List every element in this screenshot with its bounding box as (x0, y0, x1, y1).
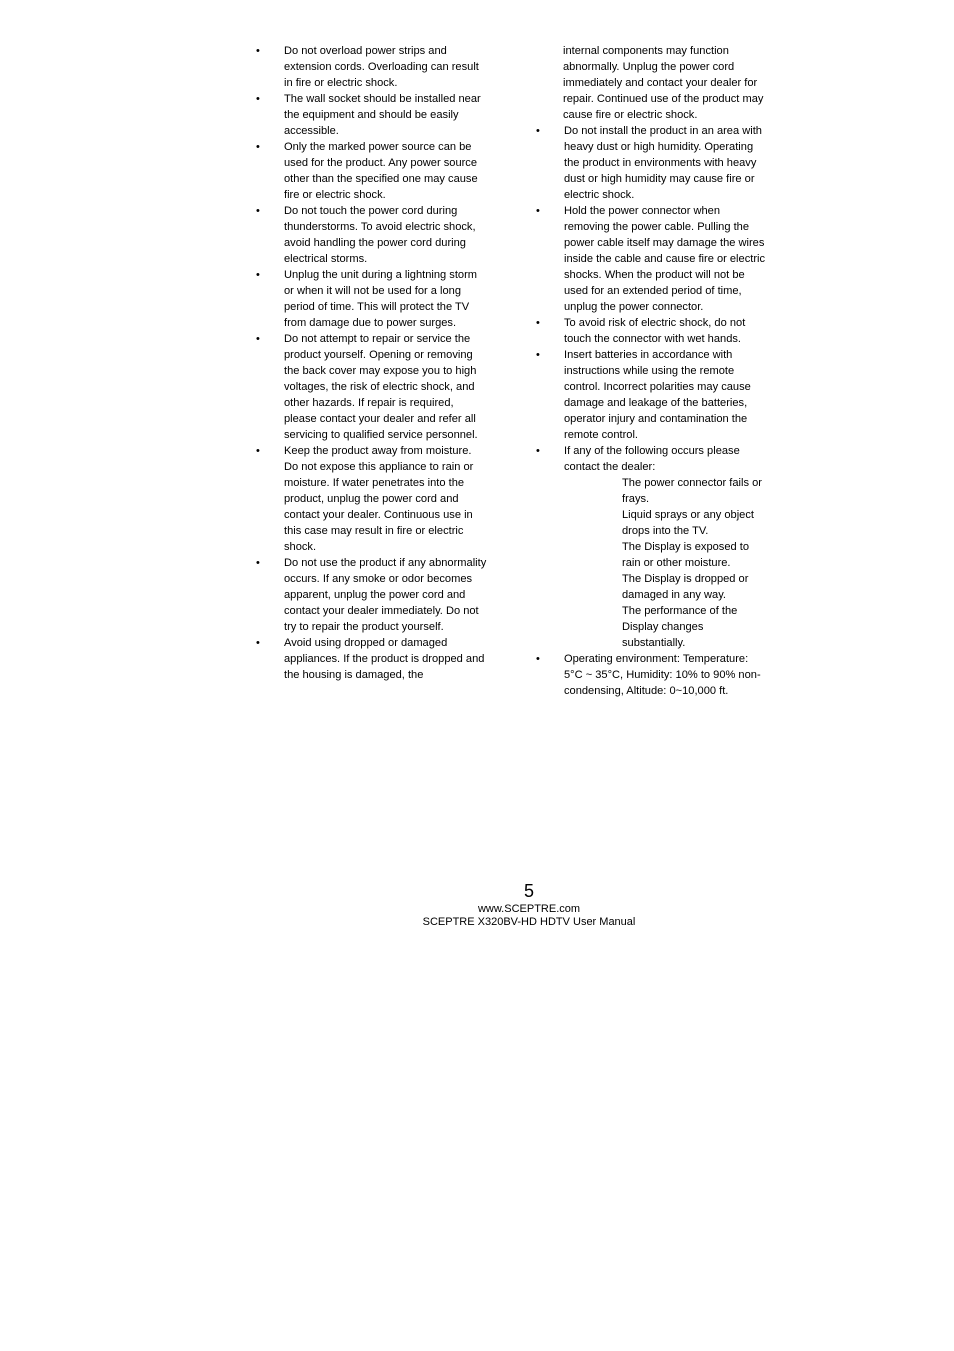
website-url: www.SCEPTRE.com (477, 903, 581, 915)
list-item-text: Unplug the unit during a lightning storm or when it will not be used for a long period of time. This will protect the TV from damage due to power surges. (284, 269, 478, 329)
bullet-icon: • (256, 333, 260, 345)
list-item (256, 43, 488, 91)
list-item-text: To avoid risk of electric shock, do not touch the connector with wet hands. (564, 317, 746, 345)
list-item (536, 123, 766, 203)
bullet-icon: • (256, 141, 260, 153)
bullet-icon: • (536, 349, 540, 361)
list-item (536, 347, 766, 443)
bullet-icon: • (256, 557, 260, 569)
list-item (256, 91, 488, 139)
dealer-conditions-list (564, 475, 766, 651)
sub-list-item: The Display is exposed to rain or other moisture. (622, 541, 750, 569)
list-item (256, 555, 488, 635)
list-item (256, 331, 488, 443)
left-column (256, 43, 488, 683)
safety-list-right (536, 43, 766, 699)
list-item-text: Avoid using dropped or damaged appliances. If the product is dropped and the housing is damaged, the (284, 637, 485, 681)
list-item-text: Only the marked power source can be used for the product. Any power source other than the specified one may cause fire or electric shock. (284, 141, 478, 201)
bullet-icon: • (536, 445, 540, 457)
list-item-text: internal components may function abnormally. Unplug the power cord immediately and contact your dealer for repair. Continued use of the product may cause fire or electric shock. (563, 45, 764, 121)
safety-list-left (256, 43, 488, 683)
right-column (536, 43, 766, 699)
sub-list-item: The Display is dropped or damaged in any way. (622, 573, 749, 601)
list-item-text: Keep the product away from moisture. Do not expose this appliance to rain or moisture. If water penetrates into the product, unplug the power cord and contact your dealer. Continuous use in this case may result in fire or electric shock. (284, 445, 474, 553)
list-item (256, 635, 488, 683)
list-item-text: Operating environment: Temperature: 5°C ~ 35°C, Humidity: 10% to 90% non-condensing, Altitude: 0~10,000 ft. (564, 653, 761, 697)
list-item (536, 443, 766, 651)
list-item (536, 651, 766, 699)
list-item-text: Insert batteries in accordance with instructions while using the remote control. Incorrect polarities may cause damage and leakage of the batteries, operator injury and contamination the remote control. (564, 349, 751, 441)
sub-list-item: The power connector fails or frays. (622, 477, 762, 505)
list-item-text: Do not touch the power cord during thunderstorms. To avoid electric shock, avoid handling the power cord during electrical storms. (284, 205, 476, 265)
sub-list-item: The performance of the Display changes substantially. (622, 605, 738, 649)
manual-title: SCEPTRE X320BV-HD HDTV User Manual (422, 916, 636, 928)
list-item (256, 203, 488, 267)
list-item (536, 203, 766, 315)
bullet-icon: • (256, 637, 260, 649)
list-item-text: Hold the power connector when removing the power cable. Pulling the power cable itself may damage the wires inside the cable and cause fire or electric shocks. When the product will not be used for an extended period of time, unplug the power connector. (564, 205, 766, 313)
list-item-text: If any of the following occurs please contact the dealer: (564, 445, 740, 473)
list-item (536, 315, 766, 347)
list-item (256, 267, 488, 331)
page-number: 5 (523, 881, 534, 901)
list-item-text: Do not install the product in an area with heavy dust or high humidity. Operating the product in environments with heavy dust or high humidity may cause fire or electric shock. (564, 125, 762, 201)
list-item-text: The wall socket should be installed near the equipment and should be easily accessible. (284, 93, 481, 137)
sub-list-item: Liquid sprays or any object drops into the TV. (622, 509, 754, 537)
bullet-icon: • (536, 125, 540, 137)
list-item-text: Do not use the product if any abnormality occurs. If any smoke or odor becomes apparent, unplug the power cord and contact your dealer immediately. Do not try to repair the product yourself. (284, 557, 487, 633)
list-item-text: Do not overload power strips and extension cords. Overloading can result in fire or electric shock. (284, 45, 479, 89)
list-item (256, 139, 488, 203)
bullet-icon: • (256, 45, 260, 57)
list-item-continuation (536, 43, 766, 123)
bullet-icon: • (256, 93, 260, 105)
bullet-icon: • (256, 205, 260, 217)
bullet-icon: • (536, 653, 540, 665)
list-item-text: Do not attempt to repair or service the product yourself. Opening or removing the back cover may expose you to high voltages, the risk of electric shock, and other hazards. If repair is required, please contact your dealer and refer all servicing to qualified service personnel. (284, 333, 478, 441)
bullet-icon: • (536, 205, 540, 217)
bullet-icon: • (256, 269, 260, 281)
bullet-icon: • (256, 445, 260, 457)
list-item (256, 443, 488, 555)
bullet-icon: • (536, 317, 540, 329)
